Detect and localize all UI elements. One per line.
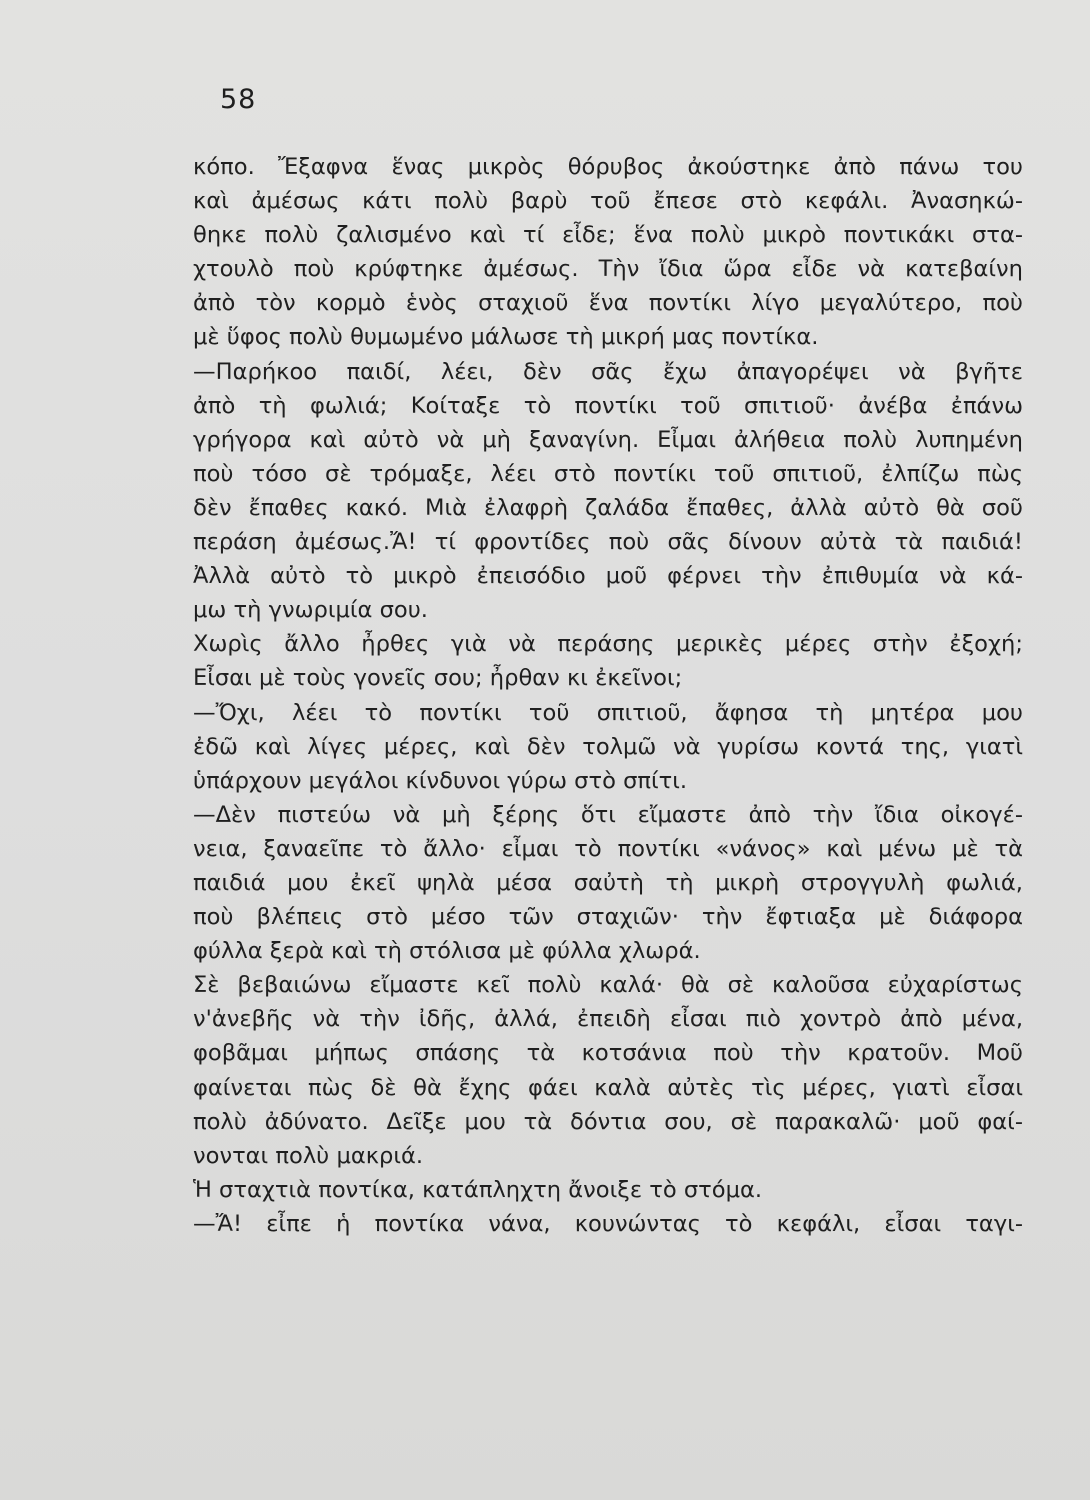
text-line: δὲν ἔπαθες κακό. Μιὰ ἐλαφρὴ ζαλάδα ἔπαθες, ἀλλὰ αὐτὸ θὰ σοῦ	[193, 494, 1023, 521]
text-line: νονται πολὺ μακριά.	[193, 1142, 424, 1169]
text-line: φοβᾶμαι μήπως σπάσης τὰ κοτσάνια ποὺ τὴν κρατοῦν. Μοῦ	[193, 1040, 1023, 1067]
text-line: καὶ ἀμέσως κάτι πολὺ βαρὺ τοῦ ἔπεσε στὸ κεφάλι. Ἀνασηκώ-	[193, 188, 1023, 215]
text-line: νεια, ξαναεῖπε τὸ ἄλλο· εἶμαι τὸ ποντίκι «νάνος» καὶ μένω μὲ τὰ	[193, 835, 1023, 862]
text-line: περάση ἀμέσως.Ἄ! τί φροντίδες ποὺ σᾶς δίνουν αὐτὰ τὰ παιδιά!	[193, 529, 1023, 556]
text-line: ἐδῶ καὶ λίγες μέρες, καὶ δὲν τολμῶ νὰ γυρίσω κοντά της, γιατὶ	[193, 733, 1023, 760]
text-line: θηκε πολὺ ζαλισμένο καὶ τί εἶδε; ἕνα πολὺ μικρὸ ποντικάκι στα-	[193, 222, 1023, 249]
text-line: φαίνεται πὼς δὲ θὰ ἔχης φάει καλὰ αὐτὲς τὶς μέρες, γιατὶ εἶσαι	[193, 1074, 1023, 1101]
text-line: γρήγορα καὶ αὐτὸ νὰ μὴ ξαναγίνη. Εἶμαι ἀλήθεια πολὺ λυπημένη	[193, 426, 1023, 453]
text-line: κόπο. Ἔξαφνα ἕνας μικρὸς θόρυβος ἀκούστηκε ἀπὸ πάνω του	[193, 154, 1023, 180]
text-line: ὑπάρχουν μεγάλοι κίνδυνοι γύρω στὸ σπίτι.	[193, 767, 688, 794]
text-line: παιδιά μου ἐκεῖ ψηλὰ μέσα σαὐτὴ τὴ μικρὴ στρογγυλὴ φωλιά,	[193, 869, 1023, 896]
text-line: Ἀλλὰ αὐτὸ τὸ μικρὸ ἐπεισόδιο μοῦ φέρνει τὴν ἐπιθυμία νὰ κά-	[193, 563, 1023, 590]
text-line: πολὺ ἀδύνατο. Δεῖξε μου τὰ δόντια σου, σὲ παρακαλῶ· μοῦ φαί-	[193, 1108, 1023, 1135]
text-line: ποὺ βλέπεις στὸ μέσο τῶν σταχιῶν· τὴν ἔφτιαξα μὲ διάφορα	[193, 904, 1023, 931]
text-line: ν'ἀνεβῆς νὰ τὴν ἰδῆς, ἀλλά, ἐπειδὴ εἶσαι πιὸ χοντρὸ ἀπὸ μένα,	[193, 1006, 1023, 1033]
text-line: Εἶσαι μὲ τοὺς γονεῖς σου; ἦρθαν κι ἐκεῖνοι;	[193, 665, 683, 692]
text-line: χτουλὸ ποὺ κρύφτηκε ἀμέσως. Τὴν ἴδια ὥρα εἶδε νὰ κατεβαίνη	[193, 256, 1023, 283]
text-line: φύλλα ξερὰ καὶ τὴ στόλισα μὲ φύλλα χλωρά.	[193, 938, 701, 965]
text-line: Ἡ σταχτιὰ ποντίκα, κατάπληχτη ἄνοιξε τὸ στόμα.	[193, 1176, 763, 1203]
text-line: Σὲ βεβαιώνω εἴμαστε κεῖ πολὺ καλά· θὰ σὲ καλοῦσα εὐχαρίστως	[193, 972, 1023, 999]
text-line: ἀπὸ τὴ φωλιά; Κοίταξε τὸ ποντίκι τοῦ σπιτιοῦ· ἀνέβα ἐπάνω	[193, 392, 1023, 419]
body-text	[193, 150, 1023, 1241]
text-line: —Δὲν πιστεύω νὰ μὴ ξέρης ὅτι εἴμαστε ἀπὸ τὴν ἴδια οἰκογέ-	[193, 801, 1023, 828]
page-number: 58	[220, 84, 257, 115]
text-line: ποὺ τόσο σὲ τρόμαξε, λέει στὸ ποντίκι τοῦ σπιτιοῦ, ἐλπίζω πὼς	[193, 460, 1023, 487]
text-line: —Ὄχι, λέει τὸ ποντίκι τοῦ σπιτιοῦ, ἄφησα τὴ μητέρα μου	[193, 699, 1023, 726]
text-line: μω τὴ γνωριμία σου.	[193, 597, 428, 624]
text-line: —Παρήκοο παιδί, λέει, δὲν σᾶς ἔχω ἀπαγορέψει νὰ βγῆτε	[193, 358, 1023, 385]
text-line: μὲ ὕφος πολὺ θυμωμένο μάλωσε τὴ μικρή μας ποντίκα.	[193, 324, 819, 351]
text-line: —Ἄ! εἶπε ἡ ποντίκα νάνα, κουνώντας τὸ κεφάλι, εἶσαι ταγι-	[193, 1210, 1023, 1237]
text-line: Χωρὶς ἄλλο ἦρθες γιὰ νὰ περάσης μερικὲς μέρες στὴν ἐξοχή;	[193, 631, 1023, 658]
text-line: ἀπὸ τὸν κορμὸ ἑνὸς σταχιοῦ ἕνα ποντίκι λίγο μεγαλύτερο, ποὺ	[193, 290, 1023, 317]
